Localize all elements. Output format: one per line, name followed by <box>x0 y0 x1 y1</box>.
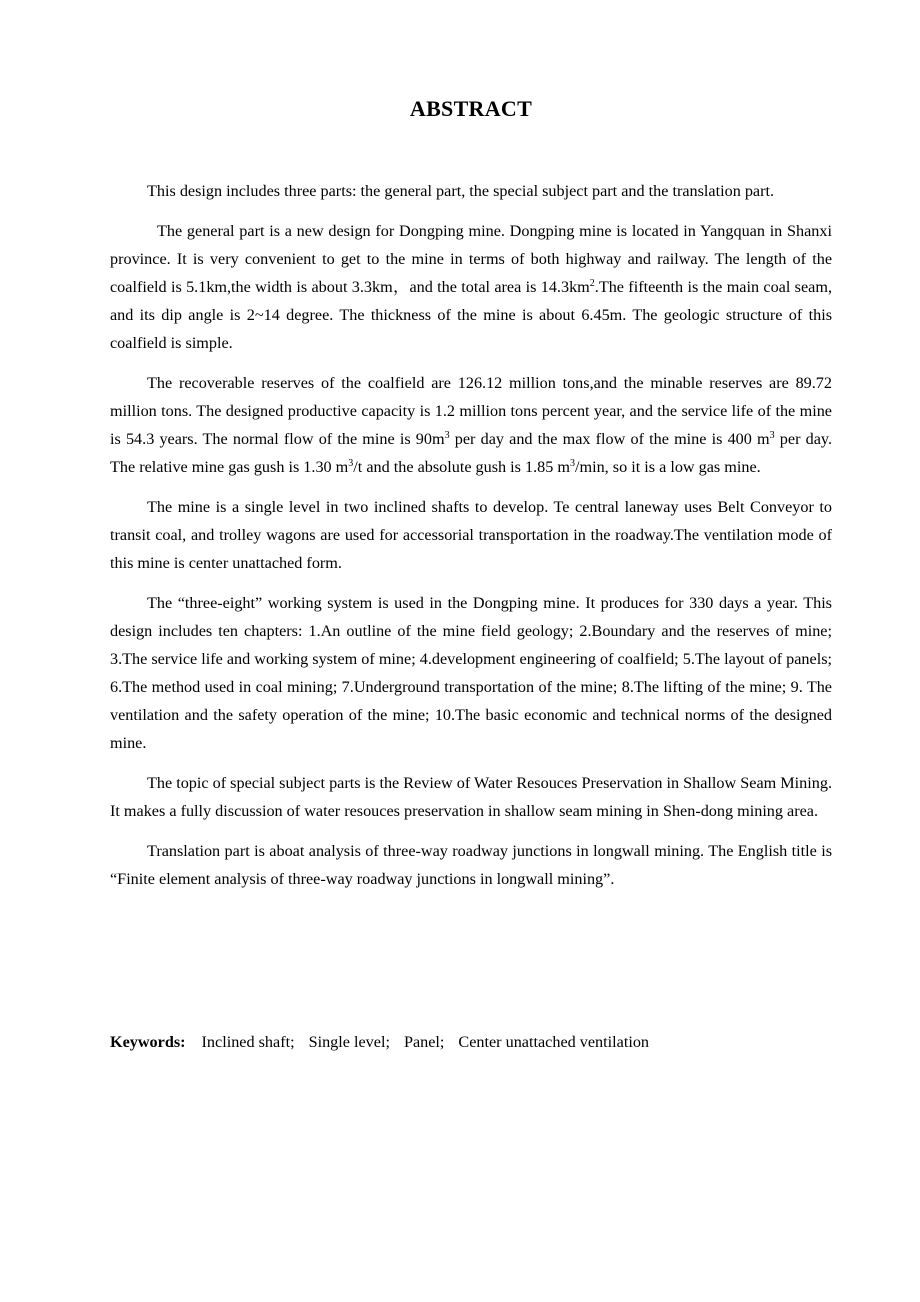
superscript: 3 <box>444 430 450 441</box>
keywords-label: Keywords: <box>110 1033 186 1051</box>
text-segment: /min, so it is a low gas mine. <box>575 458 761 476</box>
keyword-item: Single level; <box>308 1033 390 1051</box>
keyword-item: Inclined shaft; <box>201 1033 295 1051</box>
superscript: 3 <box>570 458 575 469</box>
superscript: 3 <box>769 430 775 441</box>
paragraph-working-system: The “three-eight” working system is used in the Dongping mine. It produces for 330 days a year. This design includes ten chapters: 1.An outline of the mine field geology; 2.Boundary and the reserves of mine; 3.The service life and working system of mine; 4.development engineering of coalfield; 5.The layout of panels; 6.The method used in coal mining; 7.Underground transportation of the mine; 8.The lifting of the mine; 9. The ventilation and the safety operation of the mine; 10.The basic economic and technical norms of the designed mine. <box>110 594 832 752</box>
paragraph-general-part <box>110 217 832 357</box>
paragraph-special-subject: The topic of special subject parts is the Review of Water Resouces Preservation in Shallow Seam Mining. It makes a fully discussion of water resouces preservation in shallow seam mining in Shen-dong mining area. <box>110 774 832 820</box>
superscript: 2 <box>589 278 595 289</box>
paragraph-reserves <box>110 369 832 481</box>
keyword-item: Panel; <box>403 1033 445 1051</box>
keywords-line <box>110 1028 663 1056</box>
keyword-item: Center unattached ventilation <box>458 1033 650 1051</box>
abstract-body <box>110 177 832 905</box>
text-segment: .The fifteenth is the main coal seam, and its dip angle is 2~14 degree. The thickness of the mine is about 6.45m. The geologic structure of this coalfield is simple. <box>110 278 832 352</box>
text-segment: /t and the absolute gush is 1.85 m <box>353 458 570 476</box>
text-segment: The general part is a new design for Dongping mine. Dongping mine is located in Yangquan in Shanxi province. It is very convenient to get to the mine in terms of both highway and railway. The length of the coalfield is 5.1km,the width is about 3.3km，and the total area is 14.3km <box>110 222 832 296</box>
superscript: 3 <box>348 458 354 469</box>
text-segment: per day. The relative mine gas gush is 1.30 m <box>110 430 832 476</box>
paragraph-translation: Translation part is aboat analysis of three-way roadway junctions in longwall mining. The English title is “Finite element analysis of three-way roadway junctions in longwall mining”. <box>110 842 832 888</box>
text-segment: per day and the max flow of the mine is 400 m <box>449 430 770 448</box>
paragraph-intro: This design includes three parts: the general part, the special subject part and the translation part. <box>147 182 775 200</box>
text-segment: The recoverable reserves of the coalfield are 126.12 million tons,and the minable reserves are 89.72 million tons. The designed productive capacity is 1.2 million tons percent year, and the service life of the mine is 54.3 years. The normal flow of the mine is 90m <box>110 374 832 448</box>
abstract-title: ABSTRACT <box>409 96 533 121</box>
paragraph-development: The mine is a single level in two inclined shafts to develop. Te central laneway uses Belt Conveyor to transit coal, and trolley wagons are used for accessorial transportation in the roadway.The ventilation mode of this mine is center unattached form. <box>110 498 832 572</box>
